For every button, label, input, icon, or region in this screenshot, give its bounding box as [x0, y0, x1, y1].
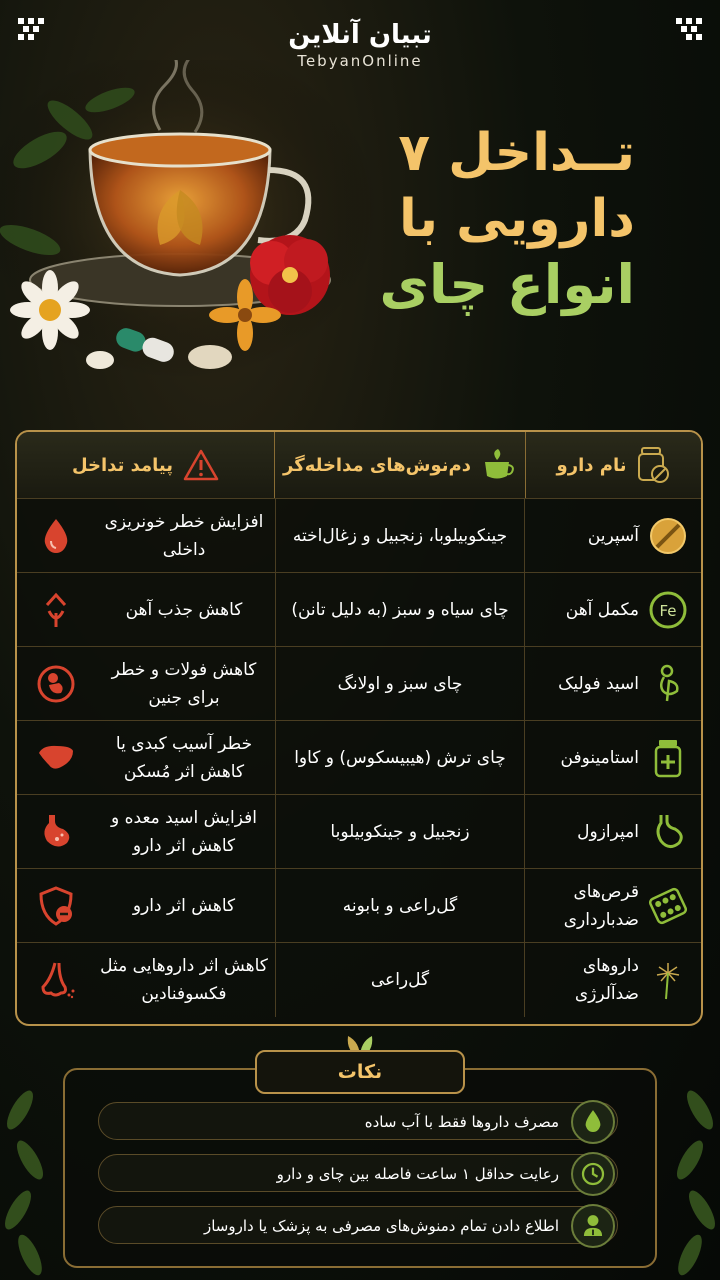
- drug-cell: [525, 573, 701, 647]
- title-line-1: ۷ تــداخل: [398, 123, 635, 183]
- effect-cell: [17, 869, 275, 943]
- hero-illustration: [0, 60, 720, 415]
- title-line-3: انواع چای: [379, 253, 635, 316]
- note-item: [98, 1102, 618, 1140]
- effect-text: کاهش اثر داروهایی مثل فکسوفنادین: [100, 956, 268, 1004]
- header-tea: [275, 432, 525, 498]
- effect-cell: [17, 499, 275, 573]
- effect-cell: [17, 647, 275, 721]
- tea-cell: چای سیاه و سبز (به دلیل تانن): [275, 573, 525, 647]
- effect-text: کاهش فولات و خطر برای جنین: [111, 660, 257, 708]
- medicine-bottle-icon: [647, 737, 689, 779]
- svg-text:Fe: Fe: [659, 602, 677, 620]
- table-row: [17, 942, 701, 1017]
- header-drug: [525, 432, 701, 498]
- shield-minus-icon: [35, 885, 77, 927]
- warning-triangle-icon: [183, 449, 219, 481]
- effect-text: افزایش خطر خونریزی داخلی: [104, 512, 264, 560]
- effect-cell: [17, 795, 275, 869]
- pill-pack-icon: [647, 885, 689, 927]
- table-row: [17, 646, 701, 721]
- tea-cell: جینکوبیلوبا، زنجبیل و زغال‌اخته: [275, 499, 525, 573]
- clock-icon: [571, 1152, 615, 1196]
- note-item: [98, 1206, 618, 1244]
- effect-cell: [17, 943, 275, 1017]
- note-item: [98, 1154, 618, 1192]
- brand-name-en: TebyanOnline: [297, 52, 423, 70]
- drug-name: مکمل آهن: [565, 600, 639, 620]
- drug-cell: [525, 869, 701, 943]
- effect-text: کاهش اثر دارو: [132, 896, 236, 916]
- drug-cell: [525, 943, 701, 1017]
- tea-cup-icon: [481, 448, 517, 482]
- header-effect: [17, 432, 275, 498]
- water-drop-icon: [571, 1100, 615, 1144]
- drug-name: اسید فولیک: [558, 674, 639, 694]
- tea-cell: چای ترش (هیبیسکوس) و کاوا: [275, 721, 525, 795]
- header-drug-label: نام دارو: [556, 454, 627, 476]
- table-row: [17, 794, 701, 869]
- drug-cell: [525, 647, 701, 721]
- liver-icon: [35, 737, 77, 779]
- note-text: مصرف داروها فقط با آب ساده: [364, 1113, 559, 1131]
- left-leaves-decoration: [0, 1070, 60, 1280]
- drug-cell: [525, 721, 701, 795]
- title-line-2: دارویی با: [398, 189, 635, 249]
- stomach-icon: [647, 811, 689, 853]
- iron-fe-icon: [647, 589, 689, 631]
- absorption-arrows-icon: [35, 589, 77, 631]
- pregnant-woman-icon: [647, 663, 689, 705]
- note-text: اطلاع دادن تمام دمنوش‌های مصرفی به پزشک یا داروساز: [203, 1217, 559, 1235]
- drug-name: قرص‌های ضدبارداری: [563, 882, 639, 930]
- drug-name: استامینوفن: [560, 748, 639, 768]
- table-row: [17, 498, 701, 573]
- table-header: [17, 432, 701, 499]
- pill-tablet-icon: [647, 515, 689, 557]
- tea-cell: گل‌راعی: [275, 943, 525, 1017]
- nose-allergy-icon: [35, 959, 77, 1001]
- right-leaves-decoration: [660, 1070, 720, 1280]
- effect-text: افزایش اسید معده و کاهش اثر دارو: [111, 808, 257, 856]
- effect-text: کاهش جذب آهن: [125, 600, 243, 620]
- drug-name: آسپرین: [587, 526, 639, 546]
- notes-title: نکات: [255, 1050, 465, 1094]
- medicine-jar-icon: [636, 446, 670, 484]
- effect-cell: [17, 573, 275, 647]
- table-row: [17, 572, 701, 647]
- interaction-table: [15, 430, 703, 1026]
- drug-cell: [525, 499, 701, 573]
- tea-cell: گل‌راعی و بابونه: [275, 869, 525, 943]
- effect-text: خطر آسیب کبدی یا کاهش اثر مُسکن: [115, 734, 253, 782]
- blood-drop-icon: [35, 515, 77, 557]
- note-text: رعایت حداقل ۱ ساعت فاصله بین چای و دارو: [276, 1165, 559, 1183]
- table-row: [17, 868, 701, 943]
- tea-cell: چای سبز و اولانگ: [275, 647, 525, 721]
- doctor-icon: [571, 1204, 615, 1248]
- brand-name-fa: تبیان آنلاین: [288, 20, 432, 50]
- page-title: [355, 120, 635, 318]
- drug-name: داروهای ضدآلرژی: [574, 956, 639, 1004]
- tea-cell: زنجبیل و جینکوبیلوبا: [275, 795, 525, 869]
- drug-cell: [525, 795, 701, 869]
- header-tea-label: دم‌نوش‌های مداخله‌گر: [283, 454, 471, 476]
- effect-cell: [17, 721, 275, 795]
- table-row: [17, 720, 701, 795]
- fetus-icon: [35, 663, 77, 705]
- drug-name: امپرازول: [577, 822, 639, 842]
- header-effect-label: پیامد تداخل: [71, 454, 174, 476]
- stomach-acid-icon: [35, 811, 77, 853]
- dandelion-icon: [647, 959, 689, 1001]
